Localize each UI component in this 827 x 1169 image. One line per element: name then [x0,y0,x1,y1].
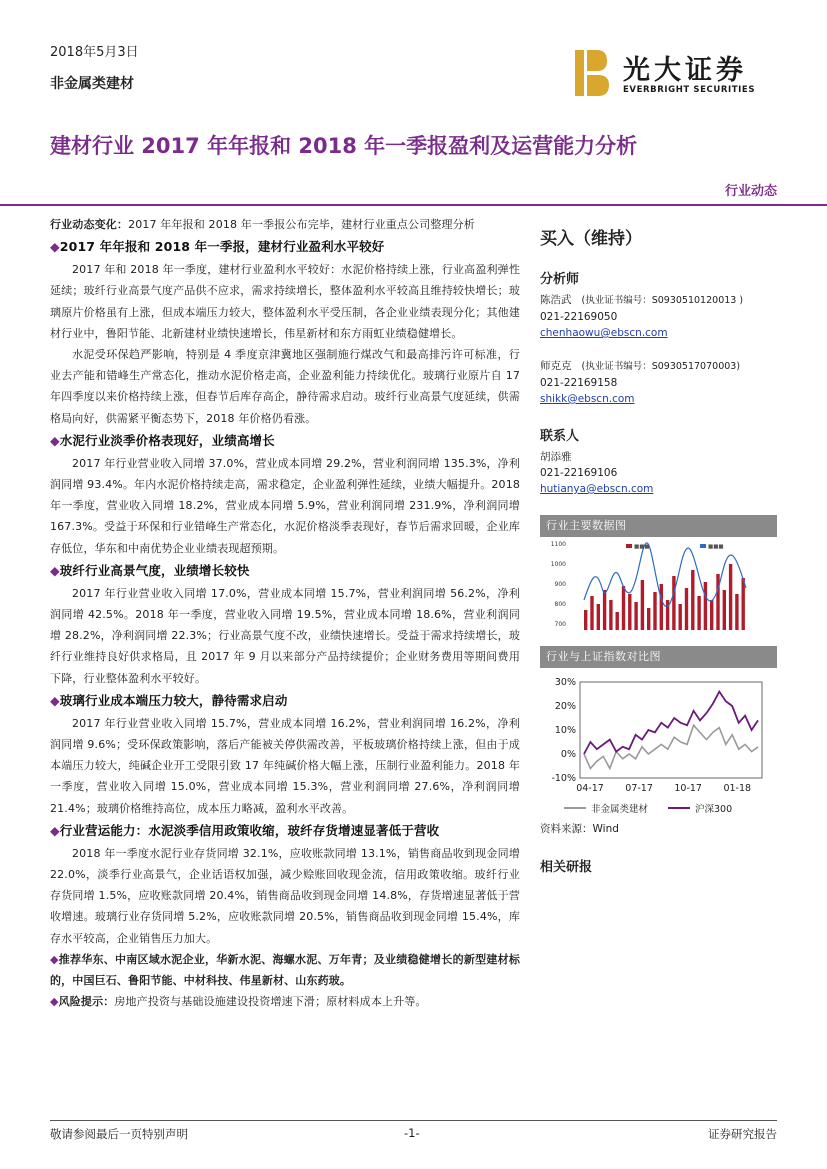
mini-legend-swatch [700,544,706,548]
sector-label: 非金属类建材 [50,76,134,92]
section-paragraph: 2017 年和 2018 年一季度，建材行业盈利水平较好：水泥价格持续上涨，行业高盈利弹性延续；玻纤行业高景气度产品供不应求，需求持续增长，整体盈利水平较高且维持较快增长；玻璃原片价格虽有上涨，但成本端压力较大，整体盈利水平受压制，各企业业绩表现分化；其他建材行业中，鲁阳节能、北新建材业绩快速增长，伟星新材和东方雨虹业绩稳健增长。 [50,263,520,340]
mini-tick: 1000 [550,561,566,568]
mini-legend-swatch [626,544,632,548]
mini-volume-bar [691,570,694,630]
diamond-bullet-icon: ◆ [50,692,60,708]
section-heading: ◆行业营运能力：水泥淡季信用政策收缩，玻纤存货增速显著低于营收 [50,822,440,838]
series-line [584,725,758,768]
contact-heading: 联系人 [540,429,580,444]
y-tick-label: 20% [554,701,576,712]
analyst-phone: 021-22169050 [540,311,618,323]
mini-volume-bar [597,604,600,630]
mini-volume-bar [590,596,593,630]
diamond-bullet-icon: ◆ [50,239,60,255]
footer-report-label: 证券研究报告 [708,1127,777,1141]
y-tick-label: 30% [554,677,576,688]
section-paragraph: 2017 年行业营业收入同增 17.0%，营业成本同增 15.7%，营业利润同增 56.2%，净利润同增 42.5%。2018 年一季度，营业收入同增 19.5%，营业成本同增 18.6%，营业利润同增 28.2%，净利润同增 22.3%；行业高景气度不改，业绩快速增长。受益于需求持续增长，玻纤行业维持良好供求格局，且 2017 年 9 月以来部分产品持续提价；企业财务费用等期间费用下降，行业整体盈利水平较好。 [50,586,520,685]
mini-volume-bar [735,594,738,630]
chart-source: 资料来源：Wind [540,823,619,835]
rating: 买入（维持） [540,229,642,249]
mini-volume-bar [584,610,587,630]
intro-label: 行业动态变化： [50,218,129,231]
industry-data-mini-chart [540,538,777,640]
mini-volume-bar [679,604,682,630]
mini-legend-label: ■■■ [634,544,650,550]
diamond-bullet-icon: ◆ [50,562,60,578]
everbright-logo [575,48,785,100]
legend-label: 沪深300 [695,804,733,815]
y-tick-label: 10% [554,725,576,736]
contact-email-link[interactable]: hutianya@ebscn.com [540,483,654,495]
contact-person [540,449,777,497]
analyst-cert: (执业证书编号：S0930510120013 ) [581,295,744,306]
diamond-bullet-icon: ◆ [50,432,60,448]
risk-note: ◆风险提示：房地产投资与基础设施建设投资增速下滑；原材料成本上升等。 [50,995,427,1009]
section-paragraph: 2018 年一季度水泥行业存货同增 32.1%，应收账款同增 13.1%，销售商品收到现金同增 22.0%，淡季行业高景气，企业话语权加强，减少赊账回收现金流，信用政策收缩。玻纤行业存货同增 1.5%，应收账款同增 20.4%，销售商品收到现金同增 14.8%，存货增速显著低于营收增速。玻璃行业存货同增 5.2%，应收账款同增 20.5%，销售商品收到现金同增 15.4%，库存水平较高，企业销售压力加大。 [50,846,520,945]
x-tick-label: 01-18 [723,783,752,794]
x-tick-label: 10-17 [674,783,702,794]
mini-volume-bar [609,600,612,630]
x-tick-label: 07-17 [625,783,653,794]
mini-volume-bar [647,608,650,630]
report-type: 行业动态 [724,184,777,199]
section-heading: ◆玻纤行业高景气度，业绩增长较快 [50,562,250,578]
mini-tick: 700 [554,621,566,628]
diamond-bullet-icon: ◆ [50,995,59,1009]
mini-volume-bar [603,590,606,630]
compare-box-title: 行业与上证指数对比图 [540,646,777,668]
mini-volume-bar [685,588,688,630]
index-compare-chart [540,672,777,822]
analyst-email-link[interactable]: shikk@ebscn.com [540,393,635,405]
mini-tick: 1100 [550,541,566,548]
mini-volume-bar [628,594,631,630]
intro-text: 2017 年年报和 2018 年一季报公布完毕，建材行业重点公司整理分析 [128,218,475,231]
y-tick-label: -10% [551,773,576,784]
diamond-bullet-icon: ◆ [50,952,59,966]
report-title: 建材行业 2017 年年报和 2018 年一季报盈利及运营能力分析 [50,134,638,158]
section-heading: ◆水泥行业淡季价格表现好，业绩高增长 [50,432,275,448]
mini-volume-bar [616,612,619,630]
mini-volume-bar [716,574,719,630]
logo-chinese-name: 光大证券 [623,55,747,86]
mini-tick: 900 [554,581,566,588]
mini-volume-bar [697,596,700,630]
contact-name: 胡添雅 [540,451,572,463]
analyst-1 [540,292,777,341]
footer-divider [50,1120,777,1121]
section-heading: ◆玻璃行业成本端压力较大，静待需求启动 [50,692,288,708]
analyst-phone: 021-22169158 [540,377,618,389]
y-tick-label: 0% [560,749,576,760]
analyst-heading: 分析师 [540,272,580,287]
mini-tick: 800 [554,601,566,608]
section-heading: ◆2017 年年报和 2018 年一季报，建材行业盈利水平较好 [50,239,385,255]
mini-volume-bar [622,586,625,630]
page-number: -1- [404,1126,420,1140]
mini-index-line [584,543,746,607]
mini-volume-bar [742,578,745,630]
section-paragraph: 2017 年行业营业收入同增 15.7%，营业成本同增 16.2%，营业利润同增 16.2%，净利润同增 9.6%；受环保政策影响，落后产能被关停供需改善，平板玻璃价格持续上涨，但由于成本端压力较大，纯碱企业开工受限引致 17 年纯碱价格大幅上涨，压制行业盈利能力。2018 年一季度，营业收入同增 15.0%，营业成本同增 15.3%，营业利润同增 27.6%，净利润同增 21.4%；玻璃价格维持高位，成本压力略减，盈利水平改善。 [50,716,520,815]
analyst-2 [540,358,777,407]
report-date: 2018年5月3日 [50,45,139,60]
section-paragraph: 水泥受环保趋严影响，特别是 4 季度京津冀地区强制施行煤改气和最高排污许可标准，行业去产能和错峰生产常态化，推动水泥价格走高，企业盈利能力持续优化。玻璃行业原片自 17 年四季度以来价格持续上涨，但春节后库存高企，静待需求启动。玻纤行业高景气度延续，供需格局向好，供需紧平衡态势下，2018 年价格仍看涨。 [50,348,520,425]
mini-legend-label: ■■■ [708,544,724,550]
recommendation: ◆推荐华东、中南区域水泥企业，华新水泥、海螺水泥、万年青；及业绩稳健增长的新型建材标的，中国巨石、鲁阳节能、中材科技、伟星新材、山东药玻。 [50,952,520,988]
analyst-name: 师克克 [540,360,572,372]
contact-phone: 021-22169106 [540,467,618,479]
mini-volume-bar [710,600,713,630]
x-tick-label: 04-17 [576,783,604,794]
mini-volume-bar [704,582,707,630]
mini-volume-bar [641,580,644,630]
intro-paragraph [50,214,520,235]
header-divider [0,204,827,206]
mini-volume-bar [634,602,637,630]
footer-disclaimer: 敬请参阅最后一页特别声明 [50,1127,188,1141]
analyst-cert: (执业证书编号：S0930517070003) [581,361,741,372]
mini-volume-bar [723,590,726,630]
mini-volume-bar [653,592,656,630]
analyst-email-link[interactable]: chenhaowu@ebscn.com [540,327,668,339]
diamond-bullet-icon: ◆ [50,822,60,838]
analyst-name: 陈浩武 [540,294,572,306]
logo-english-name: EVERBRIGHT SECURITIES [623,85,756,95]
mini-volume-bar [672,576,675,630]
data-box-title: 行业主要数据图 [540,515,777,537]
mini-volume-bar [660,584,663,630]
logo-mark-icon [575,50,609,96]
related-research-heading: 相关研报 [540,860,593,875]
main-body [50,214,520,1013]
section-paragraph: 2017 年行业营业收入同增 37.0%，营业成本同增 29.2%，营业利润同增 135.3%，净利润同增 93.4%。年内水泥价格持续走高，需求稳定，企业盈利弹性延续，业绩大幅提升。2018 年一季度，营业收入同增 18.2%，营业成本同增 5.9%，营业利润同增 231.9%，净利润同增 167.3%。受益于环保和行业错峰生产常态化，水泥价格淡季表现好，春节后需求回暖，企业库存低位，华东和中南优势企业业绩表现超预期。 [50,456,520,555]
legend-label: 非金属类建材 [591,804,649,815]
mini-volume-bar [729,564,732,630]
